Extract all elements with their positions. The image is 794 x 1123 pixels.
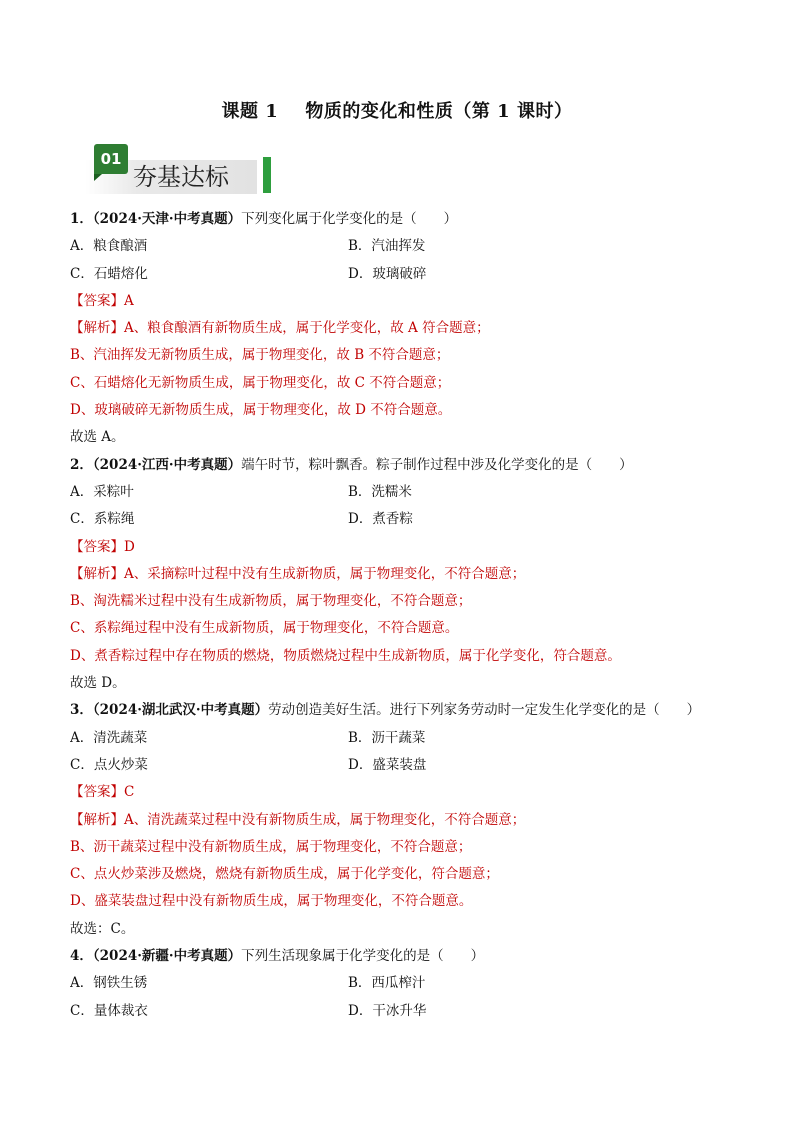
question-1 bbox=[70, 206, 750, 452]
section-accent-bar bbox=[263, 157, 271, 193]
answer-line: 【答案】D bbox=[70, 538, 135, 555]
question-2 bbox=[70, 452, 750, 698]
options-row bbox=[70, 479, 750, 506]
option-d: D．煮香粽 bbox=[348, 511, 413, 528]
question-text: 端午时节，粽叶飘香。粽子制作过程中涉及化学变化的是（ ） bbox=[241, 456, 633, 473]
options-row bbox=[70, 970, 750, 997]
option-c: C．点火炒菜 bbox=[70, 756, 148, 773]
answer-line: 【答案】A bbox=[70, 292, 134, 309]
question-text: 劳动创造美好生活。进行下列家务劳动时一定发生化学变化的是（ ） bbox=[268, 702, 701, 719]
options-row bbox=[70, 725, 750, 752]
option-a: A．钢铁生锈 bbox=[70, 975, 148, 992]
analysis-line: B、淘洗糯米过程中没有生成新物质，属于物理变化，不符合题意； bbox=[70, 593, 472, 610]
option-c: C．量体裁衣 bbox=[70, 1002, 148, 1019]
option-b: B．洗糯米 bbox=[348, 483, 412, 500]
answer-value: C bbox=[124, 784, 135, 801]
analysis-line: D、玻璃破碎无新物质生成，属于物理变化，故 D 不符合题意。 bbox=[70, 402, 452, 419]
question-stem: 2．（2024·江西·中考真题）端午时节，粽叶飘香。粽子制作过程中涉及化学变化的是（ ） bbox=[70, 456, 633, 473]
option-b: B．西瓜榨汁 bbox=[348, 975, 426, 992]
options-row bbox=[70, 506, 750, 533]
question-source: （2024·天津·中考真题） bbox=[92, 211, 242, 227]
analysis-line: B、汽油挥发无新物质生成，属于物理变化，故 B 不符合题意； bbox=[70, 347, 450, 364]
section-label: 夯基达标 bbox=[133, 163, 229, 191]
options-row bbox=[70, 998, 750, 1025]
answer-value: A bbox=[124, 292, 134, 309]
option-a: A．清洗蔬菜 bbox=[70, 729, 148, 746]
option-d: D．玻璃破碎 bbox=[348, 265, 427, 282]
conclusion-line: 故选：C。 bbox=[70, 920, 135, 937]
conclusion-line: 故选 A。 bbox=[70, 429, 125, 446]
option-d: D．盛菜装盘 bbox=[348, 756, 427, 773]
analysis-line: C、系粽绳过程中没有生成新物质，属于物理变化，不符合题意。 bbox=[70, 620, 459, 637]
analysis-line: 【解析】A、清洗蔬菜过程中没有新物质生成，属于物理变化，不符合题意； bbox=[70, 811, 526, 828]
section-number-badge: 01 bbox=[94, 144, 128, 174]
question-source: （2024·新疆·中考真题） bbox=[92, 948, 242, 965]
section-badge-tail bbox=[94, 174, 102, 181]
question-stem: 3．（2024·湖北武汉·中考真题）劳动创造美好生活。进行下列家务劳动时一定发生化学变化的是（ ） bbox=[70, 702, 701, 719]
options-row bbox=[70, 752, 750, 779]
option-a: A．粮食酿酒 bbox=[70, 238, 148, 255]
options-row bbox=[70, 233, 750, 260]
question-stem: 1．（2024·天津·中考真题）下列变化属于化学变化的是（ ） bbox=[70, 211, 458, 227]
question-4 bbox=[70, 943, 750, 1025]
conclusion-line: 故选 D。 bbox=[70, 675, 126, 692]
page-title: 课题 1 物质的变化和性质（第 1 课时） bbox=[221, 101, 573, 122]
question-list bbox=[70, 206, 750, 1025]
options-row bbox=[70, 261, 750, 288]
option-c: C．石蜡熔化 bbox=[70, 265, 148, 282]
option-d: D．干冰升华 bbox=[348, 1002, 427, 1019]
section-header bbox=[85, 140, 275, 196]
question-source: （2024·湖北武汉·中考真题） bbox=[92, 702, 269, 719]
analysis-line: B、沥干蔬菜过程中没有新物质生成，属于物理变化，不符合题意； bbox=[70, 838, 472, 855]
option-b: B．汽油挥发 bbox=[348, 238, 426, 255]
option-b: B．沥干蔬菜 bbox=[348, 729, 426, 746]
question-text: 下列变化属于化学变化的是（ ） bbox=[241, 211, 458, 227]
analysis-line: 【解析】A、粮食酿酒有新物质生成，属于化学变化，故 A 符合题意； bbox=[70, 320, 490, 337]
analysis-line: 【解析】A、采摘粽叶过程中没有生成新物质，属于物理变化，不符合题意； bbox=[70, 565, 526, 582]
question-source: （2024·江西·中考真题） bbox=[92, 456, 242, 473]
question-text: 下列生活现象属于化学变化的是（ ） bbox=[241, 948, 485, 965]
answer-line: 【答案】C bbox=[70, 784, 135, 801]
question-3 bbox=[70, 697, 750, 943]
option-a: A．采粽叶 bbox=[70, 483, 134, 500]
analysis-line: D、盛菜装盘过程中没有新物质生成，属于物理变化，不符合题意。 bbox=[70, 893, 473, 910]
answer-value: D bbox=[124, 538, 135, 555]
question-stem: 4．（2024·新疆·中考真题）下列生活现象属于化学变化的是（ ） bbox=[70, 948, 485, 965]
analysis-line: C、石蜡熔化无新物质生成，属于物理变化，故 C 不符合题意； bbox=[70, 374, 451, 391]
option-c: C．系粽绳 bbox=[70, 511, 135, 528]
analysis-line: D、煮香粽过程中存在物质的燃烧，物质燃烧过程中生成新物质，属于化学变化，符合题意。 bbox=[70, 647, 621, 664]
analysis-line: C、点火炒菜涉及燃烧，燃烧有新物质生成，属于化学变化，符合题意； bbox=[70, 866, 499, 883]
